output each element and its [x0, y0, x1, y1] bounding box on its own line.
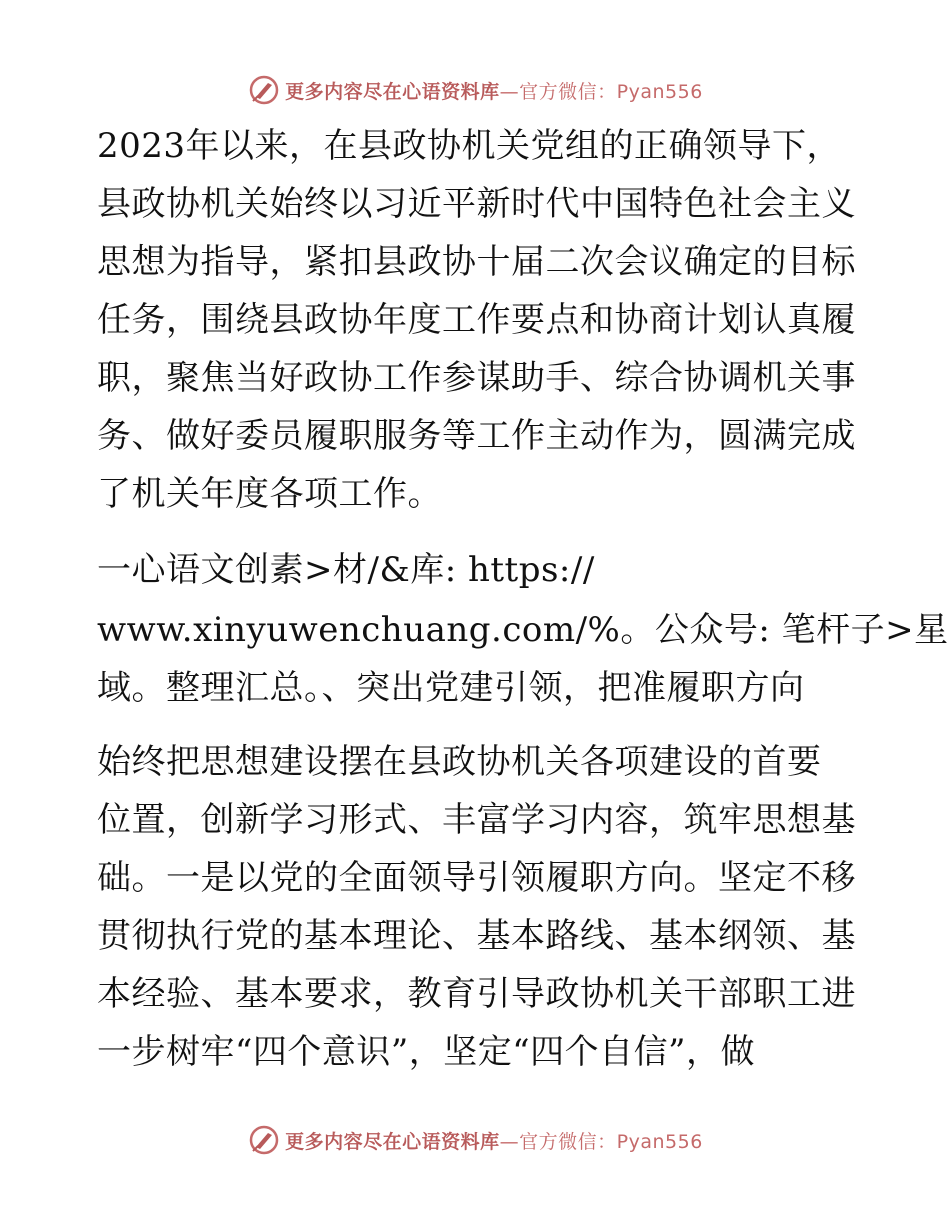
footer-watermark — [0, 1120, 950, 1160]
text-line: 任务，围绕县政协年度工作要点和协商计划认真履 — [97, 300, 856, 340]
quill-pen-logo-icon — [247, 73, 281, 107]
text-line: 务、做好委员履职服务等工作主动作为，圆满完成 — [97, 416, 856, 456]
text-line: 贯彻执行党的基本理论、基本路线、基本纲领、基 — [97, 916, 856, 956]
text-line: 一步树牢“四个意识”，坚定“四个自信”，做 — [97, 1032, 756, 1072]
watermark-text: 更多内容尽在心语资料库—官方微信：Pyan556 — [285, 1130, 703, 1153]
text-line: 县政协机关始终以习近平新时代中国特色社会主义 — [97, 184, 856, 224]
header-watermark — [0, 70, 950, 110]
text-line: 了机关年度各项工作。 — [97, 474, 442, 514]
text-line: 位置，创新学习形式、丰富学习内容，筑牢思想基 — [97, 800, 856, 840]
text-line: 思想为指导，紧扣县政协十届二次会议确定的目标 — [97, 242, 856, 282]
text-line: 一心语文创素>材/&库: https:// — [97, 550, 595, 590]
text-line: 础。一是以党的全面领导引领履职方向。坚定不移 — [97, 858, 856, 898]
watermark-text: 更多内容尽在心语资料库—官方微信：Pyan556 — [285, 80, 703, 103]
text-line: 本经验、基本要求，教育引导政协机关干部职工进 — [97, 974, 856, 1014]
text-line: 域。整理汇总。、突出党建引领，把准履职方向 — [97, 668, 805, 708]
text-line: 始终把思想建设摆在县政协机关各项建设的首要 — [97, 742, 822, 782]
text-line: www.xinyuwenchuang.com/%。公众号: 笔杆子>星 — [97, 610, 949, 650]
text-line: 2023年以来，在县政协机关党组的正确领导下， — [97, 126, 842, 166]
quill-pen-logo-icon — [247, 1123, 281, 1157]
text-line: 职，聚焦当好政协工作参谋助手、综合协调机关事 — [97, 358, 856, 398]
